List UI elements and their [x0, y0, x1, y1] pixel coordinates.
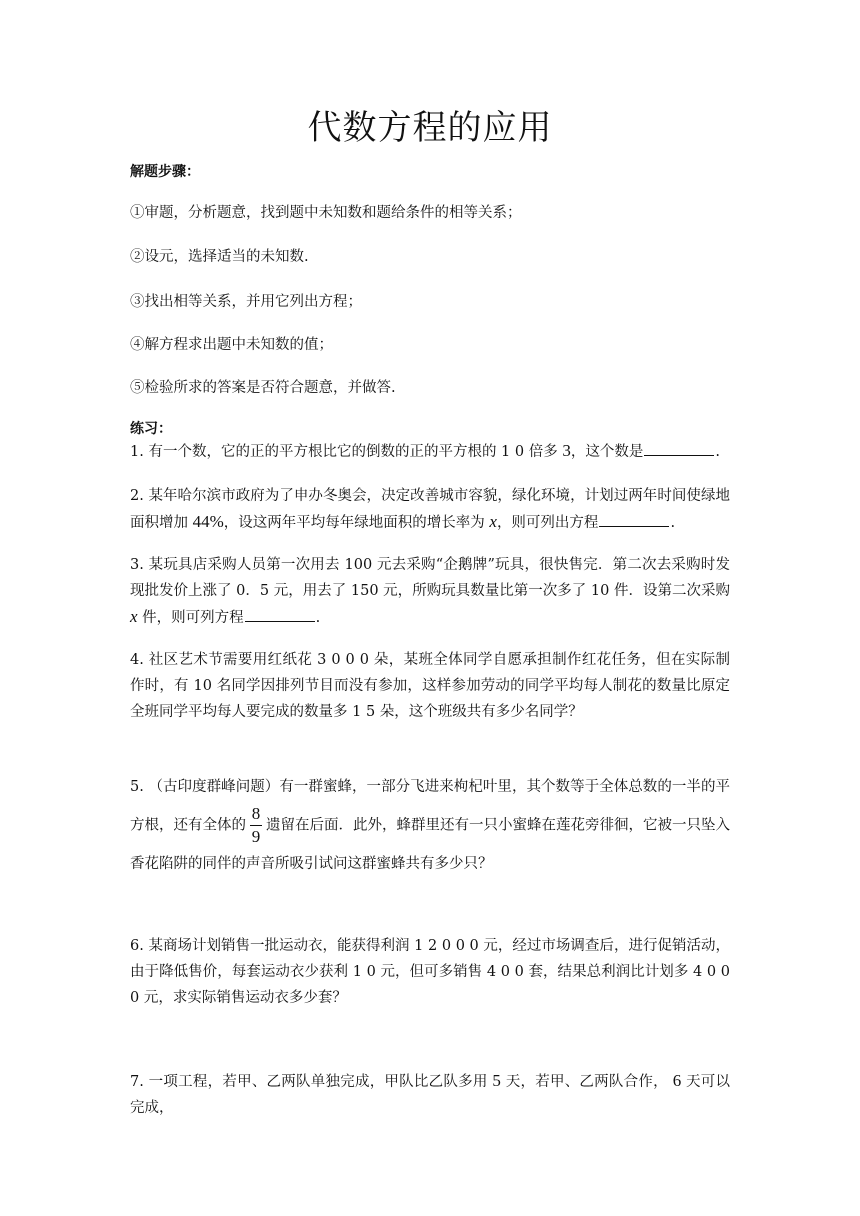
problem-2-text-c: ，则可列出方程	[496, 515, 599, 531]
problem-7-math-1: 5	[492, 1071, 501, 1090]
fraction-bar	[250, 825, 262, 826]
problem-7-text-c: 天可以完成，	[130, 1074, 730, 1116]
problem-1-end: .	[715, 444, 720, 460]
problem-5	[130, 770, 730, 881]
problem-2-math-1: 44%	[192, 512, 224, 531]
step-4: ④解方程求出题中未知数的值；	[130, 337, 333, 353]
step-5: ⑤检验所求的答案是否符合题意，并做答.	[130, 380, 396, 396]
answer-blank-2[interactable]	[599, 510, 669, 527]
problem-1-math-1: 3	[562, 441, 571, 460]
problem-7-text-a: 7. 一项工程，若甲、乙两队单独完成，甲队比乙队多用	[130, 1074, 488, 1090]
fraction-numerator: 8	[251, 804, 261, 823]
problem-6: 6. 某商场计划销售一批运动衣，能获得利润 1 2 0 0 0 元，经过市场调查后，进行促销活动，由于降低售价，每套运动衣少获利 1 0 元，但可多销售 4 0 0 套，结果总利润比计划多 4 0 0 0 元，求实际销售运动衣多少套？	[130, 938, 730, 1006]
step-2: ②设元，选择适当的未知数.	[130, 249, 309, 265]
problem-7-text-b: 天，若甲、乙两队合作，	[505, 1074, 668, 1090]
problem-2	[130, 483, 730, 536]
problem-1	[130, 438, 730, 465]
problem-2-text-b: ，设这两年平均每年绿地面积的增长率为	[223, 515, 485, 531]
problem-3	[130, 552, 730, 631]
practice-label: 练习：	[130, 421, 172, 437]
problem-4: 4. 社区艺术节需要用红纸花 3 0 0 0 朵，某班全体同学自愿承担制作红花任务，但在实际制作时，有 10 名同学因排列节目而没有参加，这样参加劳动的同学平均每人制花的数量比原定全班同学平均每人要完成的数量多 1 5 朵，这个班级共有多少名同学？	[130, 652, 730, 720]
step-3: ③找出相等关系，并用它列出方程；	[130, 294, 362, 310]
page-title: 代数方程的应用	[307, 108, 553, 148]
problem-3-math-1: x	[130, 607, 138, 626]
problem-3-end: .	[315, 610, 321, 626]
problem-2-end: .	[670, 515, 676, 531]
steps-label: 解题步骤：	[130, 164, 200, 180]
problem-1-text-b: ，这个数是	[570, 444, 644, 460]
problem-2-text-a: 2. 某年哈尔滨市政府为了申办冬奥会，决定改善城市容貌，绿化环境，计划过两年时间使绿地面积增加	[130, 488, 730, 531]
problem-7-math-2: 6	[672, 1071, 682, 1090]
step-1: ①审题，分析题意，找到题中未知数和题给条件的相等关系；	[130, 205, 522, 221]
problem-2-math-2: x	[489, 512, 497, 531]
fraction-eight-ninths	[250, 804, 262, 847]
problem-1-text-a: 1. 有一个数，它的正的平方根比它的倒数的正的平方根的 1 0 倍多	[130, 444, 558, 460]
problem-5-text-a: 5. （古印度群峰问题）有一群蜜蜂，一部分飞进来枸杞叶里，其个数等于全体总数的一半的平方根，还有全体的	[130, 779, 730, 834]
problem-3-text-a: 3. 某玩具店采购人员第一次用去 100 元去采购“企鹅牌”玩具，很快售完．第二次去采购时发现批发价上涨了 0．5 元，用去了 150 元，所购玩具数量比第一次多了 10 件．设第二次采购	[130, 557, 730, 599]
fraction-denominator: 9	[251, 827, 261, 846]
problem-7	[130, 1068, 730, 1121]
answer-blank-3[interactable]	[245, 605, 315, 622]
answer-blank-1[interactable]	[644, 439, 714, 456]
problem-5-text-b: 遗留在后面．此外，蜂群里还有一只小蜜蜂在莲花旁徘徊，它被一只坠入香花陷阱的同伴的声音所吸引试问这群蜜蜂共有多少只？	[130, 817, 730, 872]
problem-3-text-b: 件，则可列方程	[142, 610, 244, 626]
